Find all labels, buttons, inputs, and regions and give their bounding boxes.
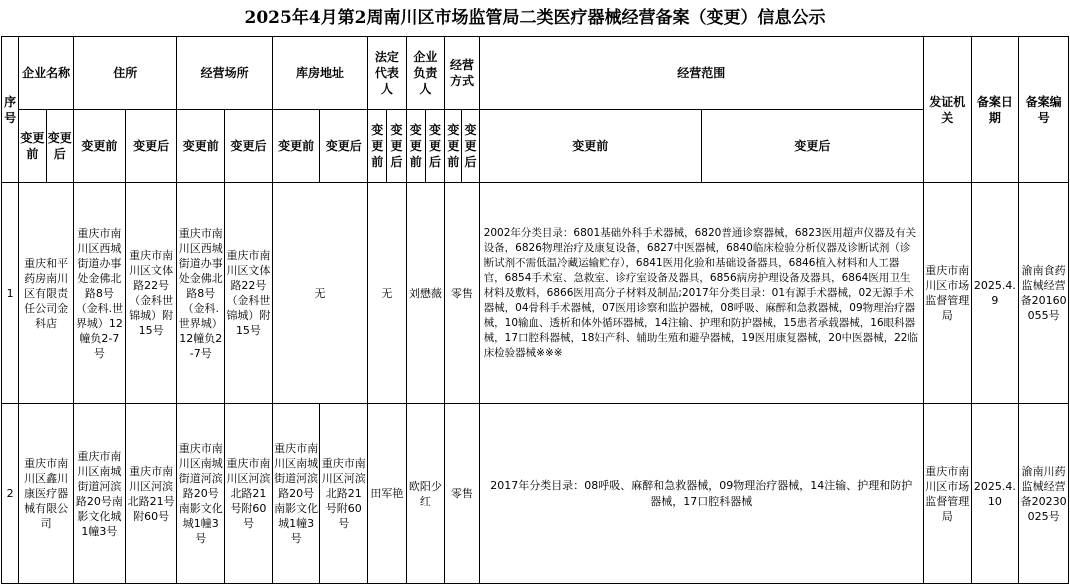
subheader-scope-after: 变更后 xyxy=(701,110,923,183)
row-address-before: 重庆市南川区南城街道河滨路20号南影文化城1幢3号 xyxy=(74,404,126,584)
row-record-no: 渝南川药监械经营备20230025号 xyxy=(1019,404,1069,584)
row-address-after: 重庆市南川区河滨北路21号附60号 xyxy=(125,404,177,584)
row-mode: 零售 xyxy=(445,183,479,404)
header-scope: 经营范围 xyxy=(479,37,923,110)
row-scope: 2002年分类目录：6801基础外科手术器械，6820普通诊察器械，6823医用超声仪器及有关设备，6826物理治疗及康复设备，6827中医器械，6840临床检验分析仪器及诊断试剂（诊断试剂不需低温冷藏运输贮存），6841医用化验和基础设备器具，6846植入材料和人工器官，6854手术室、急救室、诊疗室设备及器具，6856病房护理设备及器具，6864医用卫生材料及敷料，6866医用高分子材料及制品;2017年分类目录：01有源手术器械，02无源手术器械，04骨科手术器械，07医用诊察和监护器械，08呼吸、麻醉和急救器械，09物理治疗器械，10输血、透析和体外循环器械，14注输、护理和防护器械，15患者承载器械，16眼科器械，17口腔科器械，18妇产科、辅助生殖和避孕器械，19医用康复器械，20中医器械，22临床检验器械※※※ xyxy=(479,183,923,404)
header-principal: 企业负责人 xyxy=(406,37,445,110)
record-table xyxy=(1,36,1069,584)
subheader-address-before: 变更前 xyxy=(74,110,126,183)
subheader-principal-before: 变更前 xyxy=(406,110,425,183)
row-date: 2025.4.10 xyxy=(971,404,1019,584)
header-legal-rep: 法定代表人 xyxy=(368,37,407,110)
header-record-no: 备案编号 xyxy=(1019,37,1069,183)
row-seq: 2 xyxy=(2,404,19,584)
row-date: 2025.4.9 xyxy=(971,183,1019,404)
subheader-company-before: 变更前 xyxy=(19,110,46,183)
subheader-scope-before: 变更前 xyxy=(479,110,701,183)
row-principal: 刘懋薇 xyxy=(406,183,445,404)
subheader-mode-after: 变更后 xyxy=(462,110,479,183)
subheader-legal-rep-after: 变更后 xyxy=(387,110,406,183)
header-company: 企业名称 xyxy=(19,37,74,110)
table-row xyxy=(2,404,1069,584)
row-company: 重庆市南川区鑫川康医疗器械有限公司 xyxy=(19,404,74,584)
subheader-company-after: 变更后 xyxy=(46,110,73,183)
row-site-before: 重庆市南川区西城街道办事处金佛北路8号（金科.世界城）12幢负2-7号 xyxy=(177,183,225,404)
row-warehouse: 无 xyxy=(272,183,367,404)
row-issuer: 重庆市南川区市场监督管理局 xyxy=(923,183,971,404)
row-site-after: 重庆市南川区文体路22号（金科世锦城）附15号 xyxy=(225,183,273,404)
row-mode: 零售 xyxy=(445,404,479,584)
table-row xyxy=(2,183,1069,404)
subheader-address-after: 变更后 xyxy=(125,110,177,183)
header-issuer: 发证机关 xyxy=(923,37,971,183)
row-record-no: 渝南食药监械经营备20160055号 xyxy=(1019,183,1069,404)
header-warehouse: 库房地址 xyxy=(272,37,367,110)
header-date: 备案日期 xyxy=(971,37,1019,183)
row-legal-rep: 无 xyxy=(368,183,407,404)
header-seq: 序号 xyxy=(2,37,19,183)
row-address-before: 重庆市南川区西城街道办事处金佛北路8号（金科.世界城）12幢负2-7号 xyxy=(74,183,126,404)
subheader-principal-after: 变更后 xyxy=(425,110,444,183)
subheader-warehouse-before: 变更前 xyxy=(272,110,320,183)
row-address-after: 重庆市南川区文体路22号（金科世锦城）附15号 xyxy=(125,183,177,404)
row-principal: 欧阳少红 xyxy=(406,404,445,584)
row-site-before: 重庆市南川区南城街道河滨路20号南影文化城1幢3号 xyxy=(177,404,225,584)
subheader-warehouse-after: 变更后 xyxy=(320,110,368,183)
row-seq: 1 xyxy=(2,183,19,404)
subheader-site-after: 变更后 xyxy=(225,110,273,183)
row-issuer: 重庆市南川区市场监督管理局 xyxy=(923,404,971,584)
row-scope: 2017年分类目录：08呼吸、麻醉和急救器械，09物理治疗器械，14注输、护理和防护器械，17口腔科器械 xyxy=(479,404,923,584)
subheader-site-before: 变更前 xyxy=(177,110,225,183)
row-company: 重庆和平药房南川区有限责任公司金科店 xyxy=(19,183,74,404)
subheader-mode-before: 变更前 xyxy=(445,110,462,183)
header-site: 经营场所 xyxy=(177,37,272,110)
row-warehouse-before: 重庆市南川区南城街道河滨路20号南影文化城1幢3号 xyxy=(272,404,320,584)
row-legal-rep: 田军艳 xyxy=(368,404,407,584)
header-mode: 经营方式 xyxy=(445,37,479,110)
page-title: 2025年4月第2周南川区市场监管局二类医疗器械经营备案（变更）信息公示 xyxy=(244,8,826,28)
subheader-legal-rep-before: 变更前 xyxy=(368,110,387,183)
row-warehouse-after: 重庆市南川区河滨北路21号附60号 xyxy=(320,404,368,584)
row-site-after: 重庆市南川区河滨北路21号附60号 xyxy=(225,404,273,584)
header-address: 住所 xyxy=(74,37,177,110)
